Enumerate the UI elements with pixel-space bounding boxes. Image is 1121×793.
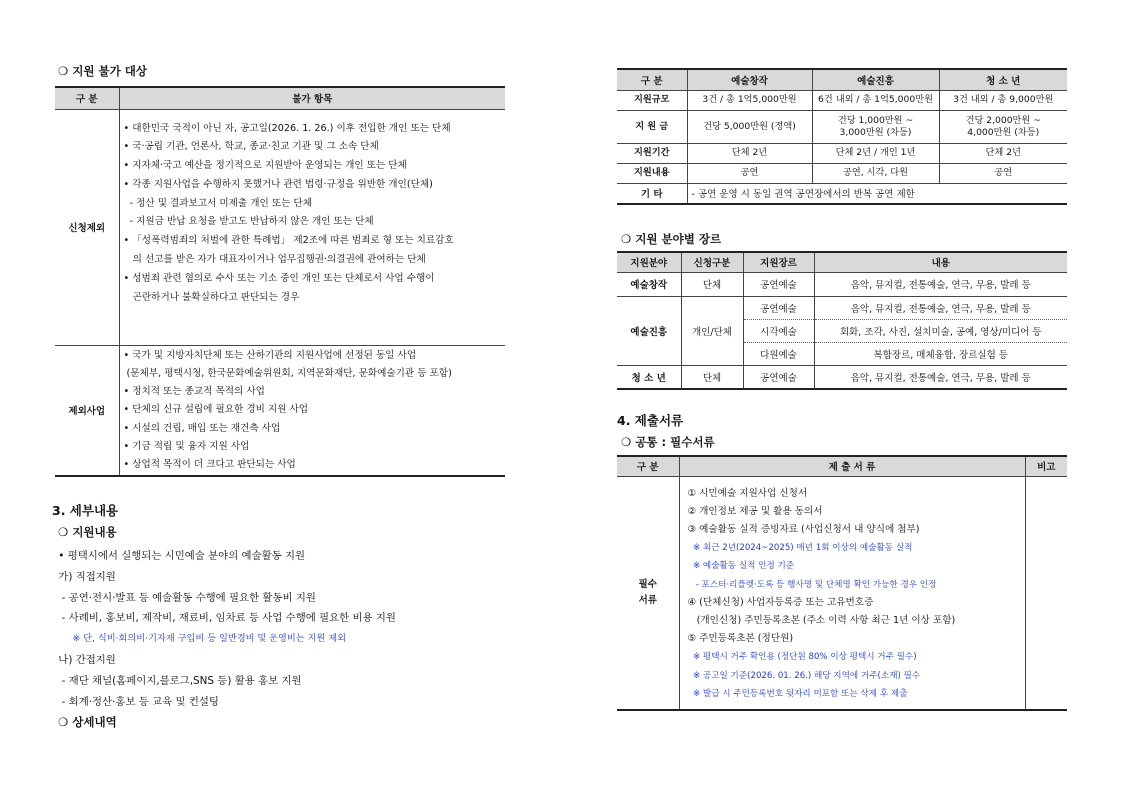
support-content-line: 가) 직접지원 [55,570,116,583]
section-title-details: 3. 세부내용 [52,503,119,518]
overview-cell: 건당 2,000만원 ~ 4,000만원 (차등) [939,110,1067,143]
support-content-line: - 회계·정산·홍보 등 교육 및 컨설팅 [55,695,219,708]
overview-cell: 공연, 시각, 다원 [812,163,939,183]
excluded-applicant-item: • 국·공립 기관, 언론사, 학교, 종교·친교 기관 및 그 소속 단체 [123,141,379,153]
required-document-item: ② 개인정보 제공 및 활용 동의서 [687,505,823,517]
excluded-project-item: (문체부, 평택시청, 한국문화예술위원회, 지역문화재단, 문화예술기관 등 포함) [123,367,452,379]
genre-r2c-genre: 다원예술 [743,342,814,365]
required-document-item: - 포스터·리플렛·도록 등 행사명 및 단체명 확인 가능한 경우 인정 [687,579,937,590]
table1-header-category: 구 분 [55,87,119,109]
overview-cell: 6건 내외 / 총 1억5,000만원 [812,90,939,110]
overview-cell: 단체 2년 [687,143,812,163]
excluded-applicant-item: • 지자체·국고 예산을 정기적으로 지원받아 운영되는 개인 또는 단체 [123,160,407,172]
support-content-line: - 재단 채널(홈페이지,블로그,SNS 등) 활용 홍보 지원 [55,674,302,687]
genre-header-field: 지원분야 [617,252,681,272]
docs-header-remarks: 비고 [1025,456,1067,476]
excluded-applicant-item: • 성범죄 관련 혐의로 수사 또는 기소 중인 개인 또는 단체로서 사업 수행이 [123,272,435,284]
excluded-project-item: • 국가 및 지방자치단체 또는 산하기관의 지원사업에 선정된 동일 사업 [123,349,417,361]
excluded-project-item: • 정치적 또는 종교적 목적의 사업 [123,386,265,398]
overview-header: 구 분 [617,69,687,90]
genre-table [617,251,1067,390]
section-title-documents: 4. 제출서류 [617,413,684,428]
required-document-item: ※ 평택시 거주 확인용 (정단원 80% 이상 평택시 거주 필수) [687,652,917,663]
excluded-applicant-item: • 「성폭력범죄의 처벌에 관한 특례법」 제2조에 따른 범죄로 형 또는 치료감호 [123,235,454,247]
support-content-line: 나) 간접지원 [55,653,116,666]
overview-cell: 공연 [939,163,1067,183]
genre-r2b-genre: 시각예술 [743,319,814,342]
row-label-excluded-projects: 제외사업 [55,345,119,476]
section-title-genres: ❍ 지원 분야별 장르 [621,232,722,246]
overview-header: 예술창작 [687,69,812,90]
genre-r3-content: 음악, 뮤지컬, 전통예술, 연극, 무용, 발레 등 [850,372,1031,384]
genre-r2-field: 예술진흥 [617,296,681,365]
excluded-applicants-list [119,109,505,345]
docs-remarks-cell [1025,476,1067,710]
overview-cell: 단체 2년 [939,143,1067,163]
ineligible-table [55,86,505,477]
overview-header: 예술진흥 [812,69,939,90]
excluded-project-item: • 기금 적립 및 융자 지원 사업 [123,440,250,452]
subsection-detail-breakdown: ❍ 상세내역 [58,715,117,729]
docs-required-list [679,476,1025,710]
genre-r1-field: 예술창작 [617,272,681,296]
genre-r3-genre: 공연예술 [743,365,814,389]
genre-r1-type: 단체 [681,272,743,296]
genre-r2b-content: 회화, 조각, 사진, 설치미술, 공예, 영상/미디어 등 [814,319,1067,342]
required-document-item: ⑤ 주민등록초본 (정단원) [687,633,794,645]
excluded-project-item: • 시설의 건립, 매입 또는 재건축 사업 [123,422,281,434]
excluded-project-item: • 단체의 신규 설립에 필요한 경비 지원 사업 [123,404,309,416]
support-overview-table [617,68,1067,205]
table1-header-items: 불가 항목 [119,87,505,109]
genre-r3-type: 단체 [681,365,743,389]
overview-row-label: 지원내용 [617,163,687,183]
excluded-applicant-item: • 대한민국 국적이 아닌 자, 공고일(2026. 1. 26.) 이후 전입한 개인 또는 단체 [123,122,451,134]
genre-header-genre: 지원장르 [743,252,814,272]
required-document-item: ① 시민예술 지원사업 신청서 [687,487,808,499]
overview-row-label: 지 원 금 [617,110,687,143]
required-document-item: (개인신청) 주민등록초본 (주소 이력 사항 최근 1년 이상 포함) [687,614,956,626]
docs-header-documents: 제 출 서 류 [679,456,1025,476]
overview-cell: 단체 2년 / 개인 1년 [812,143,939,163]
overview-header: 청 소 년 [939,69,1067,90]
overview-row-label: 지원규모 [617,90,687,110]
docs-header-category: 구 분 [617,456,679,476]
row-label-excluded-applicants: 신청제외 [55,109,119,345]
documents-table [617,455,1067,711]
genre-header-type: 신청구분 [681,252,743,272]
required-document-item: ④ (단체신청) 사업자등록증 또는 고유번호증 [687,596,874,608]
subsection-support-content: ❍ 지원내용 [58,525,117,539]
subsection-common-documents: ❍ 공통 : 필수서류 [621,435,715,449]
excluded-applicant-item: 곤란하거나 불확실하다고 판단되는 경우 [123,291,300,303]
genre-r2c-content: 복합장르, 매체융합, 장르실험 등 [814,342,1067,365]
excluded-applicant-item: - 정산 및 결과보고서 미제출 개인 또는 단체 [123,197,312,209]
support-content-line: - 공연·전시·발표 등 예술활동 수행에 필요한 활동비 지원 [55,591,316,604]
genre-header-content: 내용 [814,252,1067,272]
overview-etc-label: 기 타 [617,183,687,204]
support-content-list [55,546,396,712]
required-document-item: ※ 예술활동 실적 인정 기준 [687,561,795,572]
support-content-line: • 평택시에서 실행되는 시민예술 분야의 예술활동 지원 [55,550,306,562]
overview-cell: 공연 [687,163,812,183]
required-document-item: ※ 발급 시 주민등록번호 뒷자리 미포함 또는 삭제 후 제출 [687,688,908,699]
excluded-applicant-item: • 각종 지원사업을 수행하지 못했거나 관련 법령·규정을 위반한 개인(단체) [123,178,433,190]
excluded-applicant-item: 의 선고를 받은 자가 대표자이거나 업무집행권·의결권에 관여하는 단체 [123,254,426,266]
excluded-projects-list [119,345,505,476]
overview-cell: 건당 1,000만원 ~ 3,000만원 (차등) [812,110,939,143]
genre-r1-content: 음악, 뮤지컬, 전통예술, 연극, 무용, 발레 등 [814,272,1067,296]
overview-cell: 3건 내외 / 총 9,000만원 [939,90,1067,110]
overview-row-label: 지원기간 [617,143,687,163]
required-document-item: ③ 예술활동 실적 증빙자료 (사업신청서 내 양식에 첨부) [687,523,920,535]
support-content-line: ※ 단, 식비·회의비·기자재 구입비 등 일반경비 및 운영비는 지원 제외 [55,633,347,645]
docs-required-label: 필수 서류 [617,476,679,710]
overview-etc-value: - 공연 운영 시 동일 권역 공연장에서의 반복 공연 제한 [691,189,915,201]
overview-cell: 건당 5,000만원 (정액) [687,110,812,143]
section-title-ineligible: ❍ 지원 불가 대상 [58,64,147,78]
support-content-line: - 사례비, 홍보비, 제작비, 재료비, 임차료 등 사업 수행에 필요한 비용 지원 [55,612,396,625]
required-document-item: ※ 공고일 기준(2026. 01. 26.) 해당 지역에 거주(소재) 필수 [687,670,921,681]
required-document-item: ※ 최근 2년(2024~2025) 매년 1회 이상의 예술활동 실적 [687,543,913,554]
overview-cell: 3건 / 총 1억5,000만원 [687,90,812,110]
genre-r2a-content: 음악, 뮤지컬, 전통예술, 연극, 무용, 발레 등 [814,296,1067,319]
genre-r1-genre: 공연예술 [743,272,814,296]
genre-r2-type: 개인/단체 [681,296,743,365]
excluded-applicant-item: - 지원금 반납 요청을 받고도 반납하지 않은 개인 또는 단체 [123,216,374,228]
genre-r2a-genre: 공연예술 [743,296,814,319]
excluded-project-item: • 상업적 목적이 더 크다고 판단되는 사업 [123,459,296,471]
genre-r3-field: 청 소 년 [617,365,681,389]
